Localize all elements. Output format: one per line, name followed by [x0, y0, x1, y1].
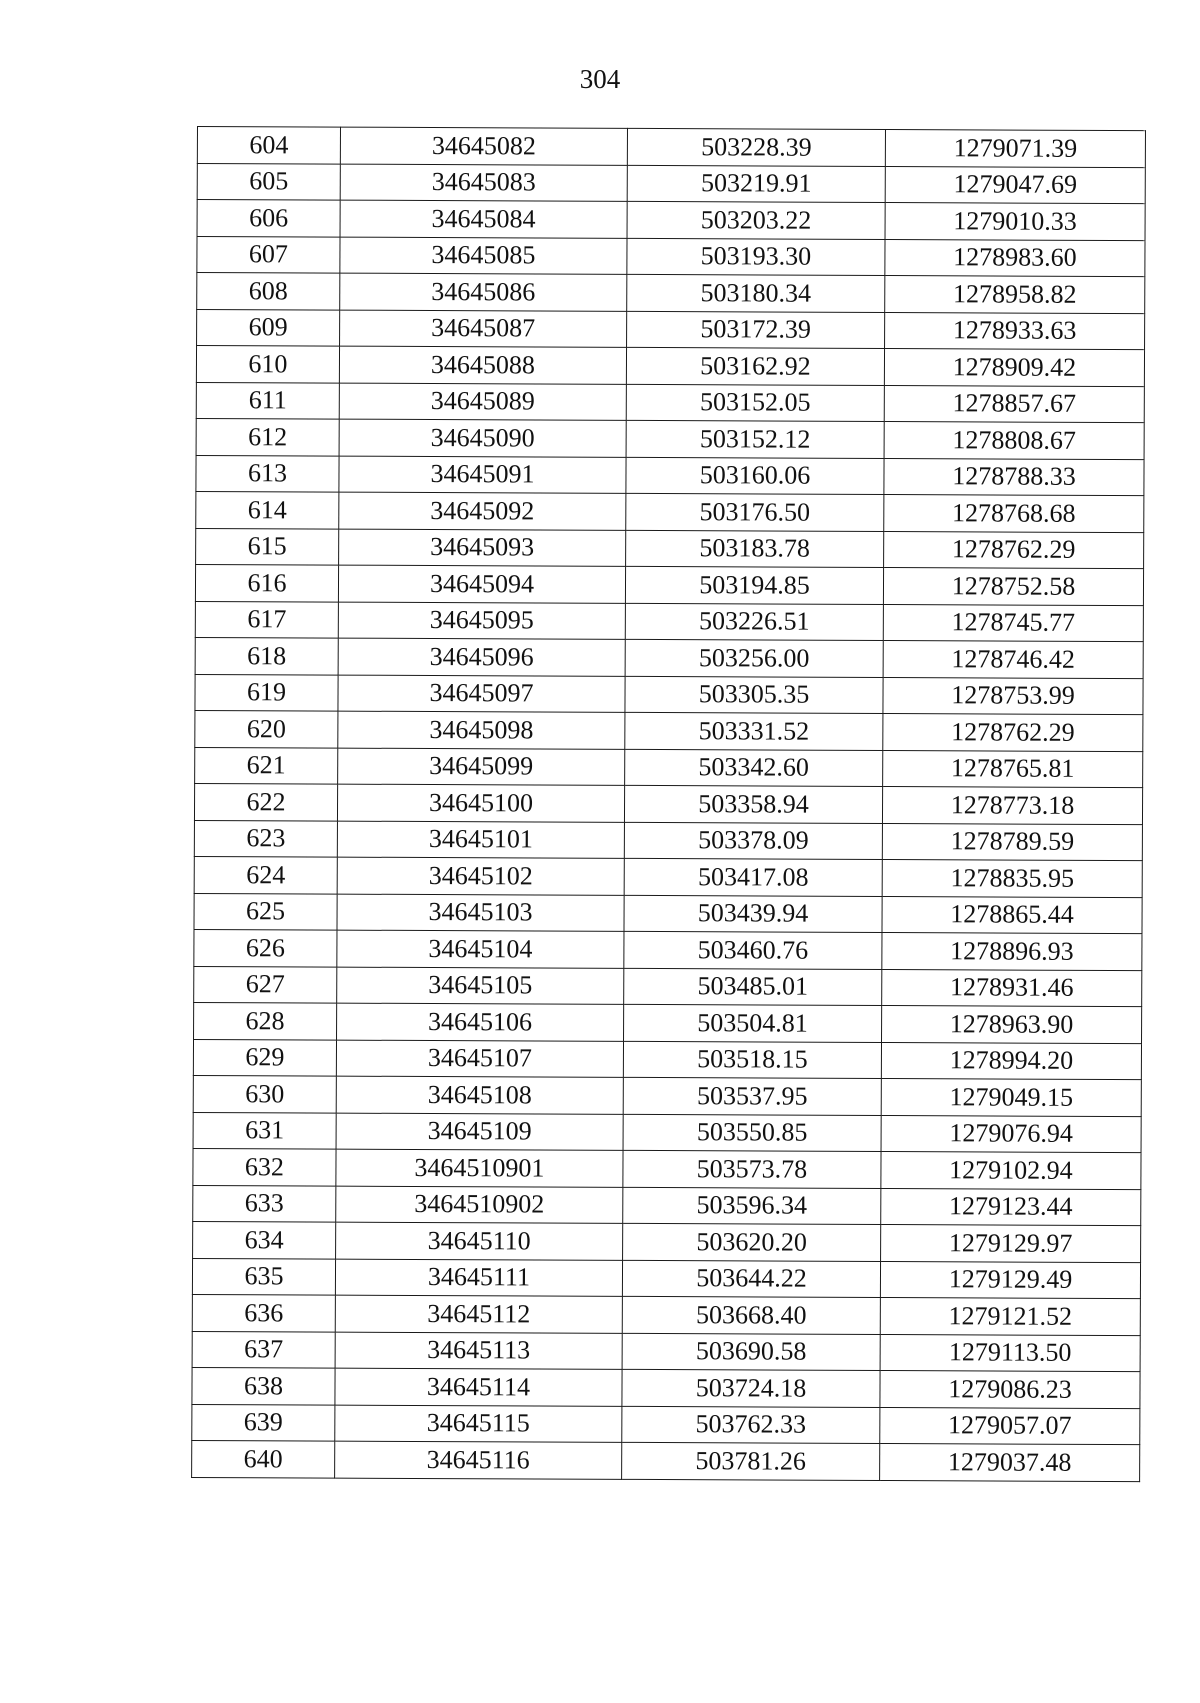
table-row	[197, 236, 1145, 277]
y-coordinate-cell: 1278765.81	[883, 750, 1143, 788]
x-coordinate-cell: 503439.94	[624, 895, 882, 933]
point-id-cell: 34645092	[339, 492, 626, 530]
y-coordinate-cell: 1278762.29	[883, 713, 1143, 751]
x-coordinate-cell: 503176.50	[626, 493, 884, 531]
x-coordinate-cell: 503378.09	[624, 822, 882, 860]
table-row	[197, 309, 1145, 350]
y-coordinate-cell: 1279057.07	[880, 1407, 1140, 1445]
table-row	[197, 163, 1145, 204]
point-number-cell: 625	[194, 893, 337, 930]
table-row	[192, 1440, 1140, 1481]
y-coordinate-cell: 1279102.94	[881, 1151, 1141, 1189]
table-row	[197, 200, 1145, 241]
point-number-cell: 622	[194, 783, 337, 820]
point-id-cell: 3464510901	[336, 1149, 623, 1187]
point-id-cell: 34645099	[338, 748, 625, 786]
table-row	[196, 491, 1144, 532]
point-id-cell: 34645104	[337, 930, 624, 968]
y-coordinate-cell: 1278933.63	[885, 312, 1145, 350]
x-coordinate-cell: 503256.00	[625, 639, 883, 677]
point-id-cell: 34645089	[339, 383, 626, 421]
table-row	[196, 418, 1144, 459]
point-number-cell: 612	[196, 418, 339, 455]
table-row	[194, 1002, 1142, 1043]
y-coordinate-cell: 1279047.69	[885, 166, 1145, 204]
x-coordinate-cell: 503172.39	[627, 311, 885, 349]
point-id-cell: 34645082	[340, 127, 627, 165]
table-row	[196, 528, 1144, 569]
point-id-cell: 34645108	[336, 1076, 623, 1114]
y-coordinate-cell: 1278745.77	[883, 604, 1143, 642]
point-number-cell: 614	[196, 491, 339, 528]
point-id-cell: 34645105	[337, 967, 624, 1005]
x-coordinate-cell: 503193.30	[627, 238, 885, 276]
y-coordinate-cell: 1278983.60	[885, 239, 1145, 277]
table-row	[195, 747, 1143, 788]
point-number-cell: 632	[193, 1148, 336, 1185]
point-number-cell: 623	[194, 820, 337, 857]
table-row	[192, 1294, 1140, 1335]
y-coordinate-cell: 1278909.42	[884, 349, 1144, 387]
y-coordinate-cell: 1278789.59	[882, 823, 1142, 861]
y-coordinate-cell: 1278762.29	[884, 531, 1144, 569]
x-coordinate-cell: 503537.95	[623, 1077, 881, 1115]
point-number-cell: 624	[194, 856, 337, 893]
point-id-cell: 34645112	[335, 1295, 622, 1333]
point-number-cell: 607	[197, 236, 340, 273]
y-coordinate-cell: 1279113.50	[880, 1334, 1140, 1372]
point-id-cell: 34645088	[339, 346, 626, 384]
point-id-cell: 34645091	[339, 456, 626, 494]
x-coordinate-cell: 503194.85	[625, 566, 883, 604]
x-coordinate-cell: 503417.08	[624, 858, 882, 896]
table-row	[196, 346, 1144, 387]
x-coordinate-cell: 503228.39	[627, 128, 885, 166]
table-row	[195, 674, 1143, 715]
point-number-cell: 605	[197, 163, 340, 200]
table-row	[192, 1331, 1140, 1372]
x-coordinate-cell: 503573.78	[623, 1150, 881, 1188]
point-number-cell: 636	[192, 1294, 335, 1331]
x-coordinate-cell: 503183.78	[626, 530, 884, 568]
point-number-cell: 629	[193, 1039, 336, 1076]
x-coordinate-cell: 503460.76	[624, 931, 882, 969]
table-row	[193, 1221, 1141, 1262]
point-id-cell: 34645111	[335, 1259, 622, 1297]
y-coordinate-cell: 1279010.33	[885, 203, 1145, 241]
x-coordinate-cell: 503180.34	[627, 274, 885, 312]
x-coordinate-cell: 503668.40	[622, 1296, 880, 1334]
y-coordinate-cell: 1278896.93	[882, 932, 1142, 970]
x-coordinate-cell: 503152.12	[626, 420, 884, 458]
y-coordinate-cell: 1278768.68	[884, 495, 1144, 533]
table-row	[193, 1039, 1141, 1080]
y-coordinate-cell: 1279037.48	[880, 1443, 1140, 1481]
point-number-cell: 608	[197, 273, 340, 310]
point-id-cell: 34645106	[337, 1003, 624, 1041]
point-number-cell: 640	[192, 1440, 335, 1477]
y-coordinate-cell: 1278857.67	[884, 385, 1144, 423]
point-id-cell: 34645114	[335, 1368, 622, 1406]
y-coordinate-cell: 1279049.15	[881, 1078, 1141, 1116]
point-id-cell: 34645090	[339, 419, 626, 457]
point-number-cell: 637	[192, 1331, 335, 1368]
point-id-cell: 34645083	[340, 164, 627, 202]
point-number-cell: 630	[193, 1075, 336, 1112]
point-number-cell: 619	[195, 674, 338, 711]
table-row	[193, 1075, 1141, 1116]
point-id-cell: 34645085	[340, 237, 627, 275]
y-coordinate-cell: 1278808.67	[884, 422, 1144, 460]
x-coordinate-cell: 503518.15	[623, 1041, 881, 1079]
y-coordinate-cell: 1278753.99	[883, 677, 1143, 715]
x-coordinate-cell: 503331.52	[625, 712, 883, 750]
table-row	[196, 382, 1144, 423]
point-id-cell: 34645102	[337, 857, 624, 895]
x-coordinate-cell: 503152.05	[626, 384, 884, 422]
x-coordinate-cell: 503620.20	[623, 1223, 881, 1261]
point-number-cell: 620	[195, 710, 338, 747]
table-row	[195, 601, 1143, 642]
x-coordinate-cell: 503162.92	[626, 347, 884, 385]
table-row	[194, 966, 1142, 1007]
x-coordinate-cell: 503160.06	[626, 457, 884, 495]
table-body	[192, 127, 1146, 1482]
y-coordinate-cell: 1279129.97	[881, 1224, 1141, 1262]
point-id-cell: 34645086	[340, 273, 627, 311]
table-row	[197, 273, 1145, 314]
x-coordinate-cell: 503762.33	[622, 1406, 880, 1444]
point-number-cell: 618	[195, 637, 338, 674]
point-number-cell: 617	[195, 601, 338, 638]
point-id-cell: 34645110	[336, 1222, 623, 1260]
point-id-cell: 34645093	[339, 529, 626, 567]
point-number-cell: 638	[192, 1367, 335, 1404]
point-id-cell: 3464510902	[336, 1186, 623, 1224]
y-coordinate-cell: 1279071.39	[885, 130, 1145, 168]
table-row	[193, 1112, 1141, 1153]
table-row	[194, 893, 1142, 934]
point-number-cell: 628	[194, 1002, 337, 1039]
x-coordinate-cell: 503358.94	[624, 785, 882, 823]
point-number-cell: 639	[192, 1404, 335, 1441]
table-row	[196, 455, 1144, 496]
x-coordinate-cell: 503644.22	[622, 1260, 880, 1298]
point-id-cell: 34645113	[335, 1332, 622, 1370]
y-coordinate-cell: 1278865.44	[882, 896, 1142, 934]
point-id-cell: 34645084	[340, 200, 627, 238]
table-row	[194, 820, 1142, 861]
y-coordinate-cell: 1278752.58	[883, 568, 1143, 606]
x-coordinate-cell: 503305.35	[625, 676, 883, 714]
table-row	[194, 783, 1142, 824]
y-coordinate-cell: 1278994.20	[881, 1042, 1141, 1080]
point-number-cell: 626	[194, 929, 337, 966]
point-number-cell: 635	[192, 1258, 335, 1295]
x-coordinate-cell: 503781.26	[622, 1442, 880, 1480]
y-coordinate-cell: 1278931.46	[882, 969, 1142, 1007]
y-coordinate-cell: 1279121.52	[880, 1297, 1140, 1335]
x-coordinate-cell: 503485.01	[624, 968, 882, 1006]
point-id-cell: 34645107	[336, 1040, 623, 1078]
table-row	[193, 1185, 1141, 1226]
x-coordinate-cell: 503724.18	[622, 1369, 880, 1407]
point-id-cell: 34645101	[337, 821, 624, 859]
table-row	[192, 1367, 1140, 1408]
x-coordinate-cell: 503690.58	[622, 1333, 880, 1371]
table-row	[195, 637, 1143, 678]
y-coordinate-cell: 1278788.33	[884, 458, 1144, 496]
point-id-cell: 34645094	[338, 565, 625, 603]
point-number-cell: 631	[193, 1112, 336, 1149]
x-coordinate-cell: 503504.81	[624, 1004, 882, 1042]
point-id-cell: 34645103	[337, 894, 624, 932]
point-number-cell: 610	[196, 346, 339, 383]
point-number-cell: 609	[197, 309, 340, 346]
point-number-cell: 616	[195, 564, 338, 601]
point-id-cell: 34645097	[338, 675, 625, 713]
x-coordinate-cell: 503226.51	[625, 603, 883, 641]
table-row	[192, 1258, 1140, 1299]
y-coordinate-cell: 1278958.82	[885, 276, 1145, 314]
y-coordinate-cell: 1278773.18	[882, 786, 1142, 824]
y-coordinate-cell: 1278963.90	[882, 1005, 1142, 1043]
point-number-cell: 633	[193, 1185, 336, 1222]
point-number-cell: 627	[194, 966, 337, 1003]
point-number-cell: 615	[196, 528, 339, 565]
x-coordinate-cell: 503550.85	[623, 1114, 881, 1152]
x-coordinate-cell: 503203.22	[627, 201, 885, 239]
point-number-cell: 611	[196, 382, 339, 419]
x-coordinate-cell: 503596.34	[623, 1187, 881, 1225]
point-id-cell: 34645115	[335, 1405, 622, 1443]
point-number-cell: 606	[197, 200, 340, 237]
point-id-cell: 34645116	[335, 1441, 622, 1479]
coordinates-table-container	[197, 126, 1145, 1478]
table-row	[194, 856, 1142, 897]
y-coordinate-cell: 1279086.23	[880, 1370, 1140, 1408]
y-coordinate-cell: 1279129.49	[880, 1261, 1140, 1299]
page-number: 304	[579, 64, 621, 94]
point-id-cell: 34645098	[338, 711, 625, 749]
point-id-cell: 34645100	[337, 784, 624, 822]
point-id-cell: 34645109	[336, 1113, 623, 1151]
y-coordinate-cell: 1279076.94	[881, 1115, 1141, 1153]
x-coordinate-cell: 503342.60	[625, 749, 883, 787]
point-number-cell: 613	[196, 455, 339, 492]
point-number-cell: 604	[197, 127, 340, 164]
y-coordinate-cell: 1278835.95	[882, 859, 1142, 897]
point-number-cell: 621	[195, 747, 338, 784]
coordinates-table	[191, 126, 1146, 1482]
y-coordinate-cell: 1278746.42	[883, 640, 1143, 678]
point-id-cell: 34645096	[338, 638, 625, 676]
y-coordinate-cell: 1279123.44	[881, 1188, 1141, 1226]
table-row	[192, 1404, 1140, 1445]
x-coordinate-cell: 503219.91	[627, 165, 885, 203]
table-row	[197, 127, 1145, 168]
table-row	[195, 564, 1143, 605]
table-row	[195, 710, 1143, 751]
point-number-cell: 634	[193, 1221, 336, 1258]
table-row	[193, 1148, 1141, 1189]
point-id-cell: 34645087	[340, 310, 627, 348]
table-row	[194, 929, 1142, 970]
point-id-cell: 34645095	[338, 602, 625, 640]
